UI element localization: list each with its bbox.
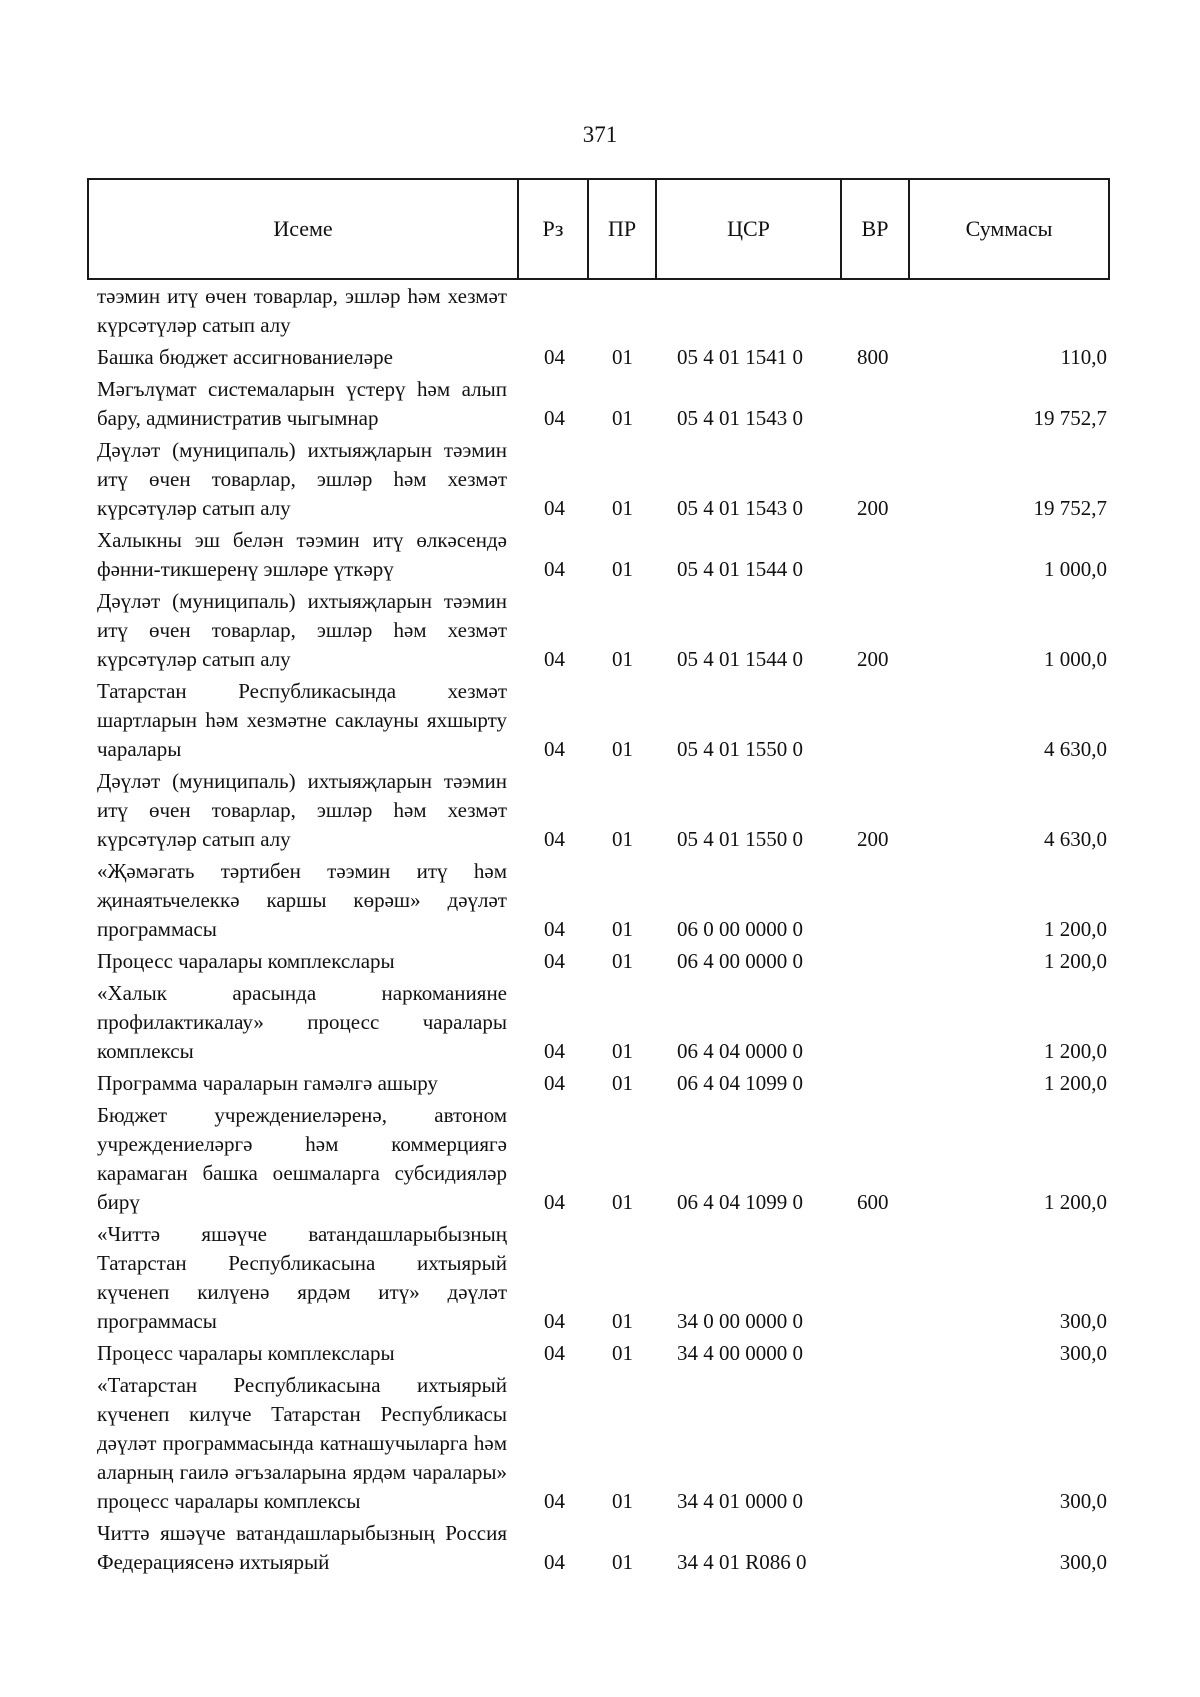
table-row <box>97 1371 1107 1516</box>
cell-name: Халыкны эш белән тәэмин итү өлкәсендә фәнни-тикшеренү эшләре үткәрү <box>97 528 507 581</box>
table-row <box>97 343 1107 372</box>
cell-pr: 01 <box>612 827 633 851</box>
cell-name: «Читтә яшәүче ватандашларыбызның Татарстан Республикасына ихтыярый күченеп килүенә ярдәм итү» дәүләт программасы <box>97 1222 507 1333</box>
header-sum: Суммасы <box>965 216 1053 241</box>
cell-csr: 34 0 00 0000 0 <box>677 1309 803 1333</box>
table-row <box>97 1069 1107 1098</box>
cell-sum: 1 200,0 <box>1044 1039 1107 1063</box>
cell-vr: 200 <box>857 496 889 520</box>
cell-sum: 110,0 <box>1060 345 1107 369</box>
cell-name: тәэмин итү өчен товарлар, эшләр һәм хезмәт күрсәтүләр сатып алу <box>97 284 507 337</box>
cell-sum: 1 000,0 <box>1044 557 1107 581</box>
cell-pr: 01 <box>612 647 633 671</box>
cell-csr: 05 4 01 1550 0 <box>677 737 803 761</box>
cell-pr: 01 <box>612 949 633 973</box>
cell-name: «Татарстан Республикасына ихтыярый күченеп килүче Татарстан Республикасы дәүләт программасында катнашучыларга һәм аларның гаилә әгъзаларына ярдәм чаралары» процесс чаралары комплексы <box>97 1373 507 1513</box>
header-csr: ЦСР <box>657 180 842 278</box>
cell-name: Дәүләт (муниципаль) ихтыяҗларын тәэмин итү өчен товарлар, эшләр һәм хезмәт күрсәтүләр сатып алу <box>97 438 507 520</box>
cell-csr: 06 4 04 1099 0 <box>677 1071 803 1095</box>
table-row <box>97 282 1107 340</box>
cell-pr: 01 <box>612 1550 633 1574</box>
cell-sum: 4 630,0 <box>1044 737 1107 761</box>
cell-sum: 19 752,7 <box>1033 406 1107 430</box>
cell-sum: 1 200,0 <box>1044 1071 1107 1095</box>
cell-pr: 01 <box>612 917 633 941</box>
cell-rz: 04 <box>544 1341 565 1365</box>
cell-pr: 01 <box>612 1190 633 1214</box>
table-header <box>87 178 1110 280</box>
cell-name: Читтә яшәүче ватандашларыбызның Россия Федерациясенә ихтыярый <box>97 1521 507 1574</box>
cell-pr: 01 <box>612 406 633 430</box>
cell-sum: 4 630,0 <box>1044 827 1107 851</box>
cell-pr: 01 <box>612 1341 633 1365</box>
cell-csr: 06 0 00 0000 0 <box>677 917 803 941</box>
cell-pr: 01 <box>612 557 633 581</box>
cell-rz: 04 <box>544 1309 565 1333</box>
table-body <box>97 282 1107 1577</box>
cell-rz: 04 <box>544 406 565 430</box>
cell-name: Бюджет учреждениеләренә, автоном учреждениеләргә һәм коммерциягә карамаган башка оешмаларга субсидияләр бирү <box>97 1103 507 1214</box>
cell-pr: 01 <box>612 345 633 369</box>
cell-csr: 05 4 01 1541 0 <box>677 345 803 369</box>
cell-csr: 05 4 01 1543 0 <box>677 496 803 520</box>
cell-pr: 01 <box>612 1071 633 1095</box>
cell-rz: 04 <box>544 1039 565 1063</box>
cell-pr: 01 <box>612 1489 633 1513</box>
cell-rz: 04 <box>544 1550 565 1574</box>
cell-rz: 04 <box>544 1489 565 1513</box>
table-row <box>97 1220 1107 1336</box>
cell-rz: 04 <box>544 345 565 369</box>
cell-vr: 800 <box>857 345 889 369</box>
table-row <box>97 1101 1107 1217</box>
table-row <box>97 979 1107 1066</box>
cell-vr: 200 <box>857 647 889 671</box>
cell-sum: 300,0 <box>1059 1489 1107 1513</box>
cell-rz: 04 <box>544 496 565 520</box>
table-row <box>97 1339 1107 1368</box>
table-row <box>97 436 1107 523</box>
table-row <box>97 1519 1107 1577</box>
cell-pr: 01 <box>612 496 633 520</box>
cell-name: «Халык арасында наркоманияне профилактикалау» процесс чаралары комплексы <box>97 981 507 1063</box>
cell-sum: 300,0 <box>1059 1341 1107 1365</box>
cell-sum: 1 200,0 <box>1044 949 1107 973</box>
cell-rz: 04 <box>544 647 565 671</box>
cell-name: Дәүләт (муниципаль) ихтыяҗларын тәэмин итү өчен товарлар, эшләр һәм хезмәт күрсәтүләр сатып алу <box>97 769 507 851</box>
header-pr: ПР <box>589 180 657 278</box>
cell-sum: 1 000,0 <box>1044 647 1107 671</box>
table-row <box>97 526 1107 584</box>
cell-csr: 06 4 04 1099 0 <box>677 1190 803 1214</box>
table-row <box>97 857 1107 944</box>
cell-sum: 1 200,0 <box>1044 917 1107 941</box>
cell-csr: 34 4 00 0000 0 <box>677 1341 803 1365</box>
cell-name: Программа чараларын гамәлгә ашыру <box>97 1071 438 1095</box>
table-row <box>97 375 1107 433</box>
cell-name: Процесс чаралары комплекслары <box>97 949 395 973</box>
cell-rz: 04 <box>544 949 565 973</box>
cell-rz: 04 <box>544 1190 565 1214</box>
cell-name: Процесс чаралары комплекслары <box>97 1341 395 1365</box>
cell-rz: 04 <box>544 827 565 851</box>
cell-csr: 05 4 01 1543 0 <box>677 406 803 430</box>
cell-rz: 04 <box>544 737 565 761</box>
table-row <box>97 767 1107 854</box>
cell-pr: 01 <box>612 1039 633 1063</box>
cell-csr: 05 4 01 1544 0 <box>677 557 803 581</box>
cell-csr: 05 4 01 1550 0 <box>677 827 803 851</box>
page-number: 371 <box>582 122 618 147</box>
header-vr: ВР <box>842 180 910 278</box>
cell-sum: 19 752,7 <box>1033 496 1107 520</box>
cell-csr: 05 4 01 1544 0 <box>677 647 803 671</box>
cell-name: «Җәмәгать тәртибен тәэмин итү һәм җинаятьчелеккә каршы көрәш» дәүләт программасы <box>97 859 507 941</box>
cell-rz: 04 <box>544 557 565 581</box>
header-name: Исеме <box>89 180 519 278</box>
cell-name: Дәүләт (муниципаль) ихтыяҗларын тәэмин итү өчен товарлар, эшләр һәм хезмәт күрсәтүләр сатып алу <box>97 589 507 671</box>
cell-csr: 06 4 00 0000 0 <box>677 949 803 973</box>
cell-name: Башка бюджет ассигнованиеләре <box>97 345 393 369</box>
cell-sum: 300,0 <box>1059 1309 1107 1333</box>
table-row <box>97 587 1107 674</box>
cell-rz: 04 <box>544 917 565 941</box>
cell-name: Мәгълүмат системаларын үстерү һәм алып бару, административ чыгымнар <box>97 377 507 430</box>
cell-vr: 600 <box>857 1190 889 1214</box>
cell-rz: 04 <box>544 1071 565 1095</box>
cell-sum: 1 200,0 <box>1044 1190 1107 1214</box>
header-rz: Рз <box>519 180 589 278</box>
cell-csr: 06 4 04 0000 0 <box>677 1039 803 1063</box>
table-row <box>97 947 1107 976</box>
cell-csr: 34 4 01 R086 0 <box>677 1550 807 1574</box>
cell-pr: 01 <box>612 737 633 761</box>
cell-name: Татарстан Республикасында хезмәт шартларын һәм хезмәтне саклауны яхшырту чаралары <box>97 679 507 761</box>
cell-csr: 34 4 01 0000 0 <box>677 1489 803 1513</box>
cell-pr: 01 <box>612 1309 633 1333</box>
cell-vr: 200 <box>857 827 889 851</box>
table-row <box>97 677 1107 764</box>
cell-sum: 300,0 <box>1059 1550 1107 1574</box>
